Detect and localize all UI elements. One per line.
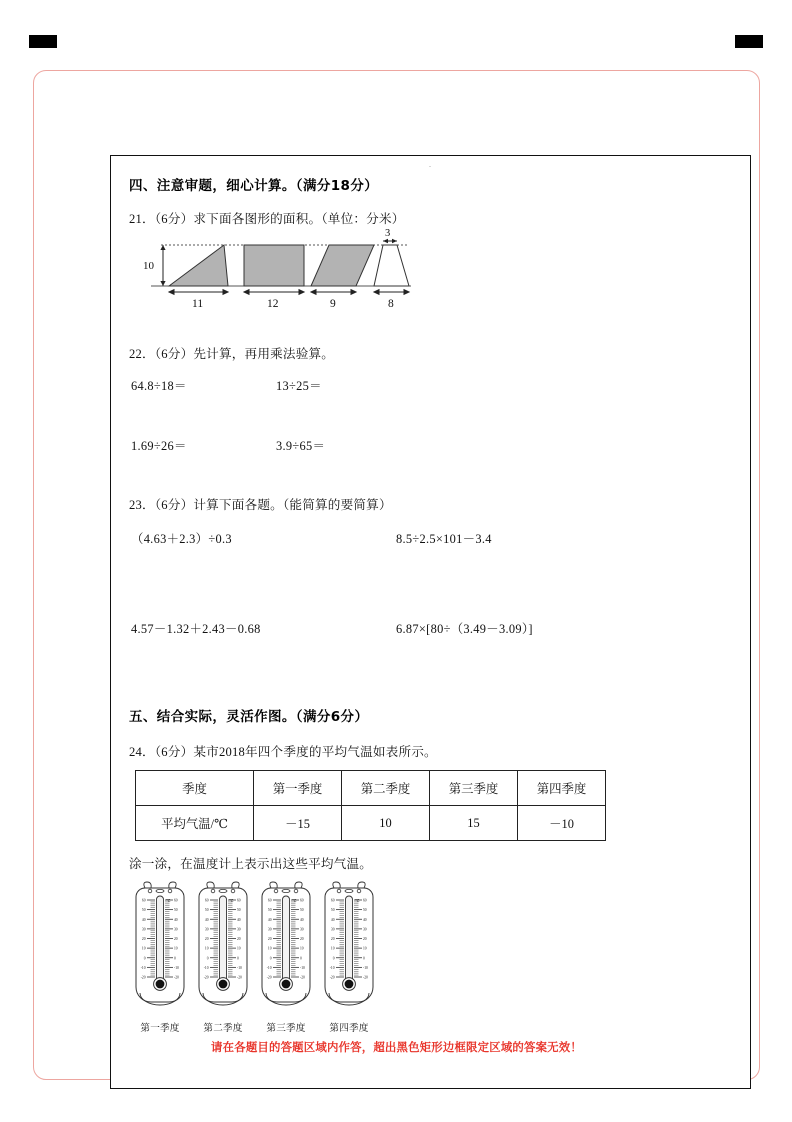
base-label-4: 8 — [388, 298, 394, 309]
thermometer-label-3: 第三季度 — [266, 1023, 306, 1034]
svg-text:20: 20 — [174, 937, 178, 941]
svg-text:50: 50 — [267, 908, 272, 913]
svg-text:30: 30 — [204, 927, 209, 932]
svg-text:40: 40 — [300, 917, 304, 922]
svg-text:10: 10 — [174, 946, 178, 951]
svg-text:0: 0 — [174, 956, 176, 961]
thermometer-2[interactable] — [196, 880, 250, 1034]
svg-text:20: 20 — [237, 937, 241, 941]
svg-text:-20: -20 — [266, 975, 272, 980]
question-21-text: 21．（6分）求下面各图形的面积。（单位：分米） — [129, 212, 405, 226]
svg-text:0: 0 — [237, 956, 239, 961]
svg-text:40: 40 — [141, 917, 146, 922]
svg-text:60: 60 — [204, 898, 209, 903]
trapezoid-top-label: 3 — [385, 228, 391, 239]
table-header-q4: 第四季度 — [518, 771, 606, 806]
svg-text:40: 40 — [204, 917, 209, 922]
svg-text:℃: ℃ — [166, 898, 171, 903]
table-value-q4: －10 — [518, 806, 606, 841]
svg-text:-10: -10 — [174, 965, 179, 970]
table-row-header — [136, 771, 606, 806]
question-24-instruction: 涂一涂，在温度计上表示出这些平均气温。 — [129, 857, 373, 871]
svg-text:20: 20 — [300, 937, 304, 941]
q22-expr-1: 64.8÷18＝ — [131, 379, 187, 393]
svg-text:-20: -20 — [140, 975, 146, 980]
svg-text:0: 0 — [143, 956, 146, 961]
thermometer-1[interactable] — [133, 880, 187, 1034]
shape-rectangle — [244, 245, 304, 286]
svg-text:-20: -20 — [329, 975, 335, 980]
svg-text:-10: -10 — [140, 965, 146, 970]
shape-right-triangle — [169, 245, 228, 286]
answer-sheet-frame — [33, 70, 760, 1080]
height-label: 10 — [143, 260, 154, 272]
svg-text:50: 50 — [330, 908, 335, 913]
table-header-avg-temp: 平均气温/℃ — [136, 806, 254, 841]
q23-expr-4: 6.87×[80÷（3.49－3.09）] — [396, 622, 533, 636]
table-value-q3: 15 — [430, 806, 518, 841]
svg-text:30: 30 — [237, 927, 241, 932]
answer-region-box — [110, 155, 751, 1089]
svg-text:30: 30 — [141, 927, 146, 932]
stray-dot: . — [429, 160, 431, 169]
svg-text:30: 30 — [330, 927, 335, 932]
svg-text:0: 0 — [269, 956, 272, 961]
table-header-q3: 第三季度 — [430, 771, 518, 806]
thermometer-label-1: 第一季度 — [140, 1023, 180, 1034]
svg-text:-10: -10 — [300, 965, 305, 970]
table-header-q2: 第二季度 — [342, 771, 430, 806]
average-temperature-table — [135, 770, 606, 841]
svg-text:20: 20 — [204, 937, 209, 941]
svg-text:-10: -10 — [266, 965, 272, 970]
svg-text:50: 50 — [363, 908, 367, 913]
svg-text:50: 50 — [174, 908, 178, 913]
table-value-q1: －15 — [254, 806, 342, 841]
q22-expr-3: 1.69÷26＝ — [131, 439, 187, 453]
svg-text:40: 40 — [237, 917, 241, 922]
svg-text:60: 60 — [237, 898, 241, 903]
svg-text:50: 50 — [300, 908, 304, 913]
q23-expr-2: 8.5÷2.5×101－3.4 — [396, 532, 492, 546]
svg-text:20: 20 — [363, 937, 367, 941]
registration-mark-top-right — [735, 35, 763, 48]
base-label-1: 11 — [192, 298, 204, 309]
svg-text:20: 20 — [141, 937, 146, 941]
svg-text:30: 30 — [174, 927, 178, 932]
answer-region-notice: 请在各题目的答题区域内作答，超出黑色矩形边框限定区域的答案无效！ — [211, 1040, 582, 1054]
q22-expr-4: 3.9÷65＝ — [276, 439, 326, 453]
svg-text:40: 40 — [174, 917, 178, 922]
table-row-values — [136, 806, 606, 841]
svg-text:40: 40 — [363, 917, 367, 922]
svg-text:30: 30 — [267, 927, 272, 932]
svg-text:10: 10 — [330, 946, 335, 951]
registration-mark-top-left — [29, 35, 57, 48]
svg-text:-20: -20 — [174, 975, 179, 980]
svg-text:20: 20 — [267, 937, 272, 941]
area-shapes-diagram — [131, 227, 421, 309]
thermometer-label-2: 第二季度 — [203, 1023, 243, 1034]
svg-text:60: 60 — [300, 898, 304, 903]
svg-text:60: 60 — [267, 898, 272, 903]
question-21-figure — [131, 227, 736, 309]
svg-text:10: 10 — [363, 946, 367, 951]
base-label-2: 12 — [267, 298, 279, 309]
svg-text:℃: ℃ — [292, 898, 297, 903]
svg-text:50: 50 — [141, 908, 146, 913]
svg-text:10: 10 — [300, 946, 304, 951]
svg-text:℃: ℃ — [355, 898, 360, 903]
svg-text:10: 10 — [267, 946, 272, 951]
q23-expr-1: （4.63＋2.3）÷0.3 — [131, 532, 232, 546]
svg-text:0: 0 — [300, 956, 302, 961]
question-22-text: 22．（6分）先计算，再用乘法验算。 — [129, 347, 335, 361]
shape-parallelogram — [311, 245, 374, 286]
base-label-3: 9 — [330, 298, 336, 309]
section-title-four: 四、注意审题，细心计算。（满分18分） — [129, 178, 379, 194]
table-value-q2: 10 — [342, 806, 430, 841]
svg-text:60: 60 — [141, 898, 146, 903]
svg-text:-20: -20 — [300, 975, 305, 980]
thermometer-row — [133, 880, 736, 1034]
thermometer-graphic — [134, 880, 186, 1013]
svg-text:40: 40 — [267, 917, 272, 922]
shape-trapezoid — [374, 245, 409, 286]
thermometer-graphic — [197, 880, 249, 1013]
svg-text:30: 30 — [300, 927, 304, 932]
svg-text:10: 10 — [204, 946, 209, 951]
svg-text:0: 0 — [363, 956, 365, 961]
svg-text:10: 10 — [237, 946, 241, 951]
svg-text:0: 0 — [206, 956, 209, 961]
table-header-quarter: 季度 — [136, 771, 254, 806]
thermometer-4[interactable] — [322, 880, 376, 1034]
question-24-text: 24．（6分）某市2018年四个季度的平均气温如表所示。 — [129, 745, 437, 759]
svg-text:℃: ℃ — [229, 898, 234, 903]
svg-text:-20: -20 — [363, 975, 368, 980]
svg-text:60: 60 — [330, 898, 335, 903]
q22-expr-2: 13÷25＝ — [276, 379, 322, 393]
thermometer-graphic — [323, 880, 375, 1013]
thermometer-graphic — [260, 880, 312, 1013]
svg-text:-20: -20 — [237, 975, 242, 980]
svg-text:-10: -10 — [329, 965, 335, 970]
svg-text:50: 50 — [237, 908, 241, 913]
q23-expr-3: 4.57－1.32＋2.43－0.68 — [131, 622, 261, 636]
svg-text:40: 40 — [330, 917, 335, 922]
section-title-five: 五、结合实际，灵活作图。（满分6分） — [129, 709, 369, 725]
svg-text:60: 60 — [174, 898, 178, 903]
table-header-q1: 第一季度 — [254, 771, 342, 806]
svg-text:0: 0 — [332, 956, 335, 961]
question-23-text: 23．（6分）计算下面各题。（能简算的要简算） — [129, 498, 392, 512]
svg-text:20: 20 — [330, 937, 335, 941]
svg-text:60: 60 — [363, 898, 367, 903]
thermometer-3[interactable] — [259, 880, 313, 1034]
thermometer-label-4: 第四季度 — [329, 1023, 369, 1034]
svg-text:-20: -20 — [203, 975, 209, 980]
svg-text:-10: -10 — [237, 965, 242, 970]
svg-text:30: 30 — [363, 927, 367, 932]
svg-text:-10: -10 — [363, 965, 368, 970]
svg-text:10: 10 — [141, 946, 146, 951]
svg-text:-10: -10 — [203, 965, 209, 970]
svg-text:50: 50 — [204, 908, 209, 913]
